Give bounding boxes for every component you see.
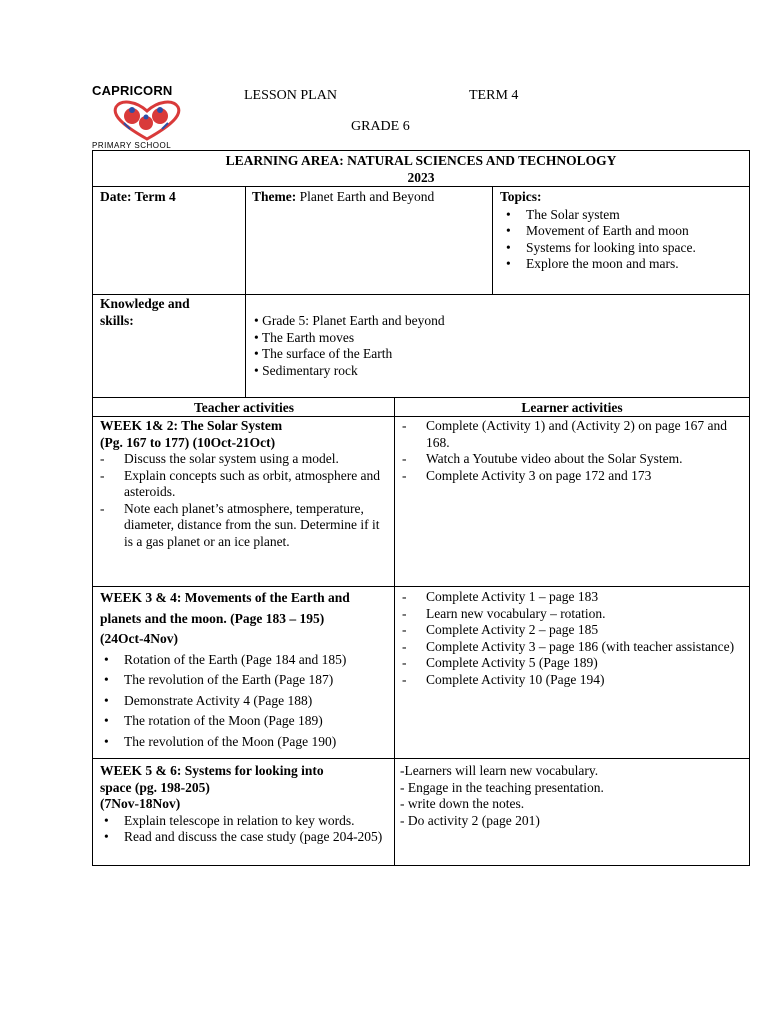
list-item: • The rotation of the Moon (Page 189) [98,711,392,732]
list-item: - Explain concepts such as orbit, atmosphere and asteroids. [98,468,390,501]
list-item: - Learn new vocabulary – rotation. [400,606,749,623]
theme [252,189,434,206]
list-item: • Sedimentary rock [254,362,358,378]
term-heading: TERM 4 [469,88,519,103]
week3-learner-list [400,589,749,688]
teacher-activities-header: Teacher activities [193,400,295,415]
week5-learner [400,763,748,829]
week5-teacher-list [98,813,392,846]
list-item: - Watch a Youtube video about the Solar System. [400,451,749,468]
list-item: - Note each planet’s atmosphere, temperature, diameter, distance from the sun. Determine if it is a gas planet or an ice planet. [98,501,390,551]
list-item: • Demonstrate Activity 4 (Page 188) [98,691,392,712]
list-item: • Grade 5: Planet Earth and beyond [254,313,445,328]
list-item: • Read and discuss the case study (page 204-205) [98,829,392,846]
topics-label: Topics: [500,189,542,204]
week5-dates: (7Nov-18Nov) [100,796,181,811]
knowledge-skills-label [100,296,190,329]
list-item: • The Earth moves [254,329,355,345]
learning-area-year: 2023 [407,169,435,185]
week1-teacher-list [98,451,390,550]
list-item: • Systems for looking into space. [500,240,748,257]
table-divider [93,586,749,587]
list-item: - Complete Activity 3 – page 186 (with teacher assistance) [400,639,749,656]
table-divider [93,397,749,398]
table-divider [394,397,395,865]
list-item: • Rotation of the Earth (Page 184 and 185) [98,650,392,671]
list-item: - Discuss the solar system using a model. [98,451,390,468]
list-item: • The surface of the Earth [254,346,393,361]
week1-pages: (Pg. 167 to 177) (10Oct-21Oct) [100,434,276,450]
list-item: - Engage in the teaching presentation. [400,779,604,795]
school-logo-title: CAPRICORN [92,83,173,98]
list-item: - write down the notes. [400,796,525,811]
list-item: • The revolution of the Moon (Page 190) [98,732,392,753]
table-divider [93,758,749,759]
week1-learner-list [400,418,749,484]
list-item: • Explain telescope in relation to key words. [98,813,392,830]
table-divider [93,294,749,295]
list-item: - Complete Activity 1 – page 183 [400,589,749,606]
table-divider [93,186,749,187]
list-item: • The revolution of the Earth (Page 187) [98,670,392,691]
list-item: • Explore the moon and mars. [500,256,748,273]
week5-teacher [100,763,392,846]
date-term: Date: Term 4 [100,189,176,204]
knowledge-label-line1: Knowledge and [100,296,190,311]
table-divider [245,186,246,397]
week3-title-cont: planets and the moon. (Page 183 – 195) [100,610,325,626]
grade-heading: GRADE 6 [351,119,410,134]
school-logo-emblem [108,99,186,141]
topics [500,189,748,273]
theme-label: Theme: [252,189,297,204]
learner-activities-header: Learner activities [521,400,623,415]
list-item: - Do activity 2 (page 201) [400,812,540,828]
learning-area-title [94,153,748,186]
list-item: - Complete Activity 5 (Page 189) [400,655,749,672]
week3-title: WEEK 3 & 4: Movements of the Earth and [100,590,350,605]
topics-list [500,207,748,273]
week3-learner [401,589,749,688]
table-divider [492,186,493,294]
week1-title: WEEK 1& 2: The Solar System [100,418,283,433]
lesson-plan-heading: LESSON PLAN [244,88,337,103]
learning-area-line1: LEARNING AREA: NATURAL SCIENCES AND TECHNOLOGY [225,153,617,168]
week1-teacher [100,418,390,550]
list-item: - Complete Activity 10 (Page 194) [400,672,749,689]
week3-teacher-list [98,650,392,753]
knowledge-skills-list [254,313,445,379]
week5-title: WEEK 5 & 6: Systems for looking into [100,763,324,778]
week1-learner [401,418,749,484]
knowledge-label-line2: skills: [100,312,134,328]
list-item: - Complete (Activity 1) and (Activity 2) on page 167 and 168. [400,418,749,451]
list-item: - Complete Activity 2 – page 185 [400,622,749,639]
list-item: • Movement of Earth and moon [500,223,748,240]
list-item: -Learners will learn new vocabulary. [400,763,599,778]
week3-teacher [100,588,392,752]
week3-dates: (24Oct-4Nov) [100,631,178,646]
list-item: - Complete Activity 3 on page 172 and 173 [400,468,749,485]
theme-value: Planet Earth and Beyond [296,189,435,204]
school-logo-subtitle: PRIMARY SCHOOL [92,141,172,150]
week5-title-cont: space (pg. 198-205) [100,779,210,795]
list-item: • The Solar system [500,207,748,224]
